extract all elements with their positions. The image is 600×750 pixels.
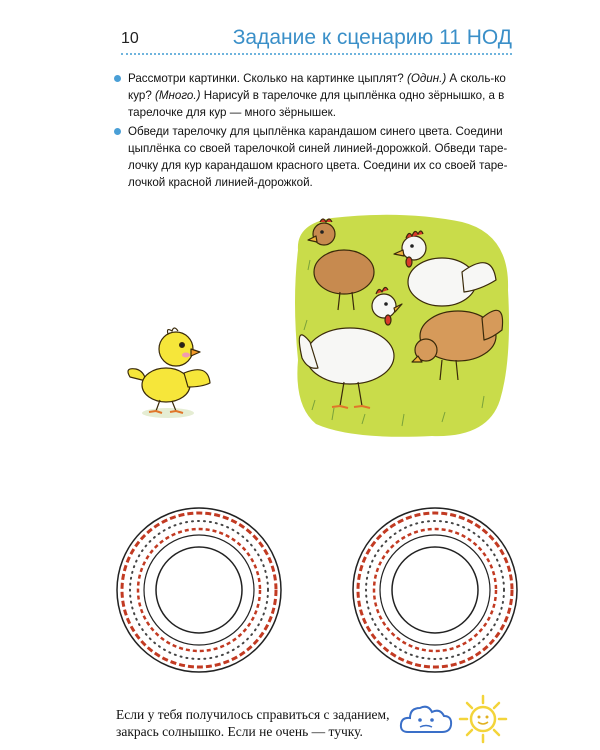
instruction-1-part-2: А сколь-ко кур? — [128, 72, 506, 102]
instruction-item-2 — [114, 123, 514, 191]
instruction-1-answer-2: (Много.) — [155, 89, 201, 102]
footer-line-1: Если у тебя получилось справиться с заданием, — [116, 707, 390, 722]
page-title: Задание к сценарию 11 НОД — [232, 26, 512, 49]
instruction-2-text: Обведи тарелочку для цыплёнка карандашом синего цвета. Соедини цыплёнка со своей тарелочкой синей линией-дорожкой. Обведи таре-лочку для кур карандашом красного цвета. Соедини их со своей таре-лочкой красной линией-дорожкой. — [128, 125, 508, 189]
instruction-1-answer-1: (Один.) — [406, 72, 447, 85]
instruction-item-1 — [114, 70, 514, 121]
sun-icon[interactable] — [458, 694, 508, 744]
page-number: 10 — [121, 30, 139, 47]
instruction-1-part-1: Рассмотри картинки. Сколько на картинке цыплят? — [128, 72, 407, 85]
footer-line-2: закрась солнышко. Если не очень — тучку. — [116, 724, 363, 739]
bullet-icon — [114, 75, 121, 82]
hens-illustration — [292, 210, 514, 440]
bullet-icon — [114, 128, 121, 135]
footer-text — [116, 706, 426, 740]
instructions-list — [114, 70, 514, 193]
plate-hens — [350, 505, 520, 675]
instruction-1-part-3: Нарисуй в тарелочке для цыплёнка одно зёрнышко, а в тарелочке для кур — много зёрнышек. — [128, 89, 505, 119]
header-divider — [121, 53, 512, 55]
chick-illustration — [122, 325, 214, 420]
plate-chick — [114, 505, 284, 675]
cloud-icon[interactable] — [398, 700, 454, 740]
